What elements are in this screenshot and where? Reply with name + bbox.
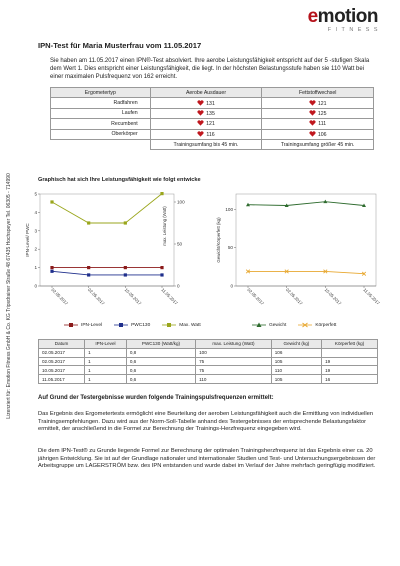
cell-pwc: 0,8 — [126, 348, 195, 357]
heart-icon — [309, 110, 316, 116]
x-tick-label: 11.05.2017 — [160, 287, 179, 306]
fett-cell: 106 — [262, 129, 374, 139]
paragraph-ergometer: Das Ergebnis des Ergometertests ermöglicht eine Beurteilung der aeroben Leistungsfähigkeit auch die Ermittlung von individuellen Trainingsempfehlungen. Dazu wird aus der Norm-Soll-Tabelle anhand des Testergebnisses der entsprechende Belastungsfaktor ermittelt, der anschließend in die Formel zur Berechnung der Trainings-Herzfrequenz eingegeben wird. — [38, 411, 374, 433]
brand-logo — [307, 6, 382, 33]
heart-icon — [197, 110, 204, 116]
logo-subtitle: FITNESS — [327, 27, 382, 33]
col-header: max. Leistung (Watt) — [196, 340, 272, 349]
cell-weight: 110 — [271, 366, 321, 375]
y2-tick-label: 50 — [177, 241, 183, 247]
aerob-cell: 135 — [150, 108, 262, 118]
cell-pwc: 0,6 — [126, 366, 195, 375]
x-tick-label: 02.05.2017 — [86, 287, 106, 306]
body-chart — [210, 186, 382, 316]
col-header: Ergometertyp — [51, 88, 151, 98]
cell-pwc: 0,6 — [126, 375, 195, 384]
cell-weight: 105 — [271, 357, 321, 366]
cell-watt: 110 — [196, 375, 272, 384]
table-row — [39, 375, 378, 384]
heart-icon — [197, 131, 204, 137]
cell-ipn: 1 — [85, 348, 127, 357]
series-line — [248, 271, 364, 273]
col-header: Datum — [39, 340, 85, 349]
heart-icon — [309, 131, 316, 137]
ergometer-table — [50, 87, 374, 150]
ergometer-type: Oberkörper — [51, 129, 151, 139]
cell-watt: 75 — [196, 357, 272, 366]
col-header: PWC130 (Watt/kg) — [126, 340, 195, 349]
data-point — [124, 221, 127, 224]
legend-swatch — [114, 322, 128, 328]
table-row — [51, 98, 374, 108]
aerob-cell: 116 — [150, 129, 262, 139]
cell-ipn: 1 — [85, 366, 127, 375]
col-header: Aerobe Ausdauer — [150, 88, 262, 98]
section-title: Auf Grund der Testergebnisse wurden folgende Trainingspulsfrequenzen ermittelt: — [38, 395, 274, 401]
legend-swatch — [298, 322, 312, 328]
x-tick-label: 10.05.2017 — [123, 287, 143, 306]
cell-weight: 106 — [271, 348, 321, 357]
legend-item: IPN-Level — [64, 322, 102, 328]
fett-cell: 111 — [262, 119, 374, 129]
legend-swatch — [64, 322, 78, 328]
intro-text: Sie haben am 11.05.2017 einen IPN®-Test absolviert. Ihre aerobe Leistungsfähigkeit entspricht auf der 5 -stufigen Skala dem Wert 1. Dies entspricht einer Leistungsfähigkeit, die liegt. In der höchsten Belastungsstufe haben sie 110 Watt bei einer maximalen Pulsfrequenz von 162 erreicht. — [50, 58, 370, 80]
cell-ipn: 1 — [85, 375, 127, 384]
performance-chart-svg — [22, 186, 202, 316]
y-tick-label: 0 — [230, 283, 233, 289]
col-header: Körperfett (kg) — [322, 340, 378, 349]
cell-date: 02.05.2017 — [39, 357, 85, 366]
aerob-cell: 131 — [150, 98, 262, 108]
footer-fett: Trainingsumfang größer 45 min. — [262, 139, 374, 149]
results-table — [38, 339, 378, 384]
series-line — [52, 271, 162, 275]
x-tick-label: 02.05.2017 — [50, 287, 70, 306]
legend-item: Körperfett — [298, 322, 336, 328]
cell-date: 02.05.2017 — [39, 348, 85, 357]
table-row — [39, 366, 378, 375]
table-row — [39, 357, 378, 366]
heart-icon — [309, 120, 316, 126]
heart-icon — [197, 100, 204, 106]
ergometer-header-row — [51, 88, 374, 98]
table-row — [51, 129, 374, 139]
ergometer-type: Laufen — [51, 108, 151, 118]
y2-tick-label: 100 — [177, 199, 185, 205]
data-point — [87, 273, 90, 276]
body-legend — [252, 322, 336, 328]
series-line — [248, 202, 364, 206]
cell-fat: 19 — [322, 366, 378, 375]
cell-date: 11.05.2017 — [39, 375, 85, 384]
table-row — [51, 108, 374, 118]
legend-item: PWC130 — [114, 322, 150, 328]
series-line — [52, 194, 162, 223]
ergometer-type: Recumbent — [51, 119, 151, 129]
data-point — [160, 192, 163, 195]
table-row — [39, 348, 378, 357]
y-tick-label: 100 — [225, 206, 233, 212]
footer-aerob: Trainingsumfang bis 45 min. — [150, 139, 262, 149]
body-chart-svg — [210, 186, 382, 316]
x-tick-label: 11.05.2017 — [362, 287, 381, 306]
data-point — [160, 273, 163, 276]
cell-watt: 100 — [196, 348, 272, 357]
data-point — [50, 270, 53, 273]
logo-wordmark: emotion — [307, 6, 378, 27]
aerob-cell: 121 — [150, 119, 262, 129]
col-header: Gewicht (kg) — [271, 340, 321, 349]
y-tick-label: 3 — [34, 228, 37, 234]
y2-axis-label: max. Leistung (Watt) — [162, 206, 167, 246]
fett-cell: 125 — [262, 108, 374, 118]
page-title: IPN-Test für Maria Musterfrau vom 11.05.2017 — [38, 41, 202, 50]
y-tick-label: 50 — [227, 245, 233, 251]
data-point — [124, 273, 127, 276]
paragraph-formula: Die dem IPN-Test® zu Grunde liegende Formel zur Berechnung der optimalen Trainingsherzfrequenz ist das Ergebnis einer ca. 20 jährigen Entwicklung. Sie ist auf der Grundlage nationaler und internationaler Studien und Test- und Untersuchungsergebnissen der Arbeitsgruppe um LAGERSTRÖM bzw. des IPN entstanden und wurde dabei im Verlauf der Jahre mehrfach geringfügig modifiziert. — [38, 448, 376, 470]
y-tick-label: 4 — [34, 209, 37, 215]
data-point — [50, 200, 53, 203]
y-tick-label: 5 — [34, 191, 37, 197]
cell-fat: 16 — [322, 375, 378, 384]
legend-item: Gewicht — [252, 322, 286, 328]
data-point — [50, 266, 53, 269]
cell-fat: 19 — [322, 357, 378, 366]
y-axis-label: Gewicht/Körperfett (kg) — [216, 217, 221, 263]
heart-icon — [197, 120, 204, 126]
x-tick-label: 10.05.2017 — [323, 287, 343, 306]
y-tick-label: 0 — [34, 283, 37, 289]
ergometer-type: Radfahren — [51, 98, 151, 108]
x-tick-label: 02.05.2017 — [246, 287, 266, 306]
cell-date: 10.05.2017 — [39, 366, 85, 375]
col-header: IPN-Level — [85, 340, 127, 349]
cell-watt: 75 — [196, 366, 272, 375]
data-point — [87, 221, 90, 224]
data-point — [87, 266, 90, 269]
x-tick-label: 02.05.2017 — [284, 287, 304, 306]
heart-icon — [309, 100, 316, 106]
y2-tick-label: 0 — [177, 283, 180, 289]
chart-section-heading: Graphisch hat sich Ihre Leistungsfähigkeit wie folgt entwicke — [38, 177, 201, 183]
cell-pwc: 0,6 — [126, 357, 195, 366]
ergometer-footer-row — [51, 139, 374, 149]
legend-item: Max. Watt — [162, 322, 200, 328]
performance-legend — [64, 322, 201, 328]
table-row — [51, 119, 374, 129]
plot-frame — [236, 194, 376, 286]
cell-fat — [322, 348, 378, 357]
col-header: Fettstoffwechsel — [262, 88, 374, 98]
performance-chart — [22, 186, 202, 316]
license-sidebar — [2, 36, 16, 556]
data-point — [124, 266, 127, 269]
cell-ipn: 1 — [85, 357, 127, 366]
results-header-row — [39, 340, 378, 349]
y-axis-label: IPN-Level/ PWC — [25, 223, 30, 257]
data-point — [160, 266, 163, 269]
y-tick-label: 2 — [34, 246, 37, 252]
license-text: Lizenziert für: Emotion Fitness GmbH & Co. KG Tripsdrainer Straße 48 67435 Hochspeyer Tel. 06305 - 714990 — [6, 173, 12, 419]
fett-cell: 121 — [262, 98, 374, 108]
legend-swatch — [162, 322, 176, 328]
cell-weight: 105 — [271, 375, 321, 384]
legend-swatch — [252, 322, 266, 328]
y-tick-label: 1 — [34, 265, 37, 271]
